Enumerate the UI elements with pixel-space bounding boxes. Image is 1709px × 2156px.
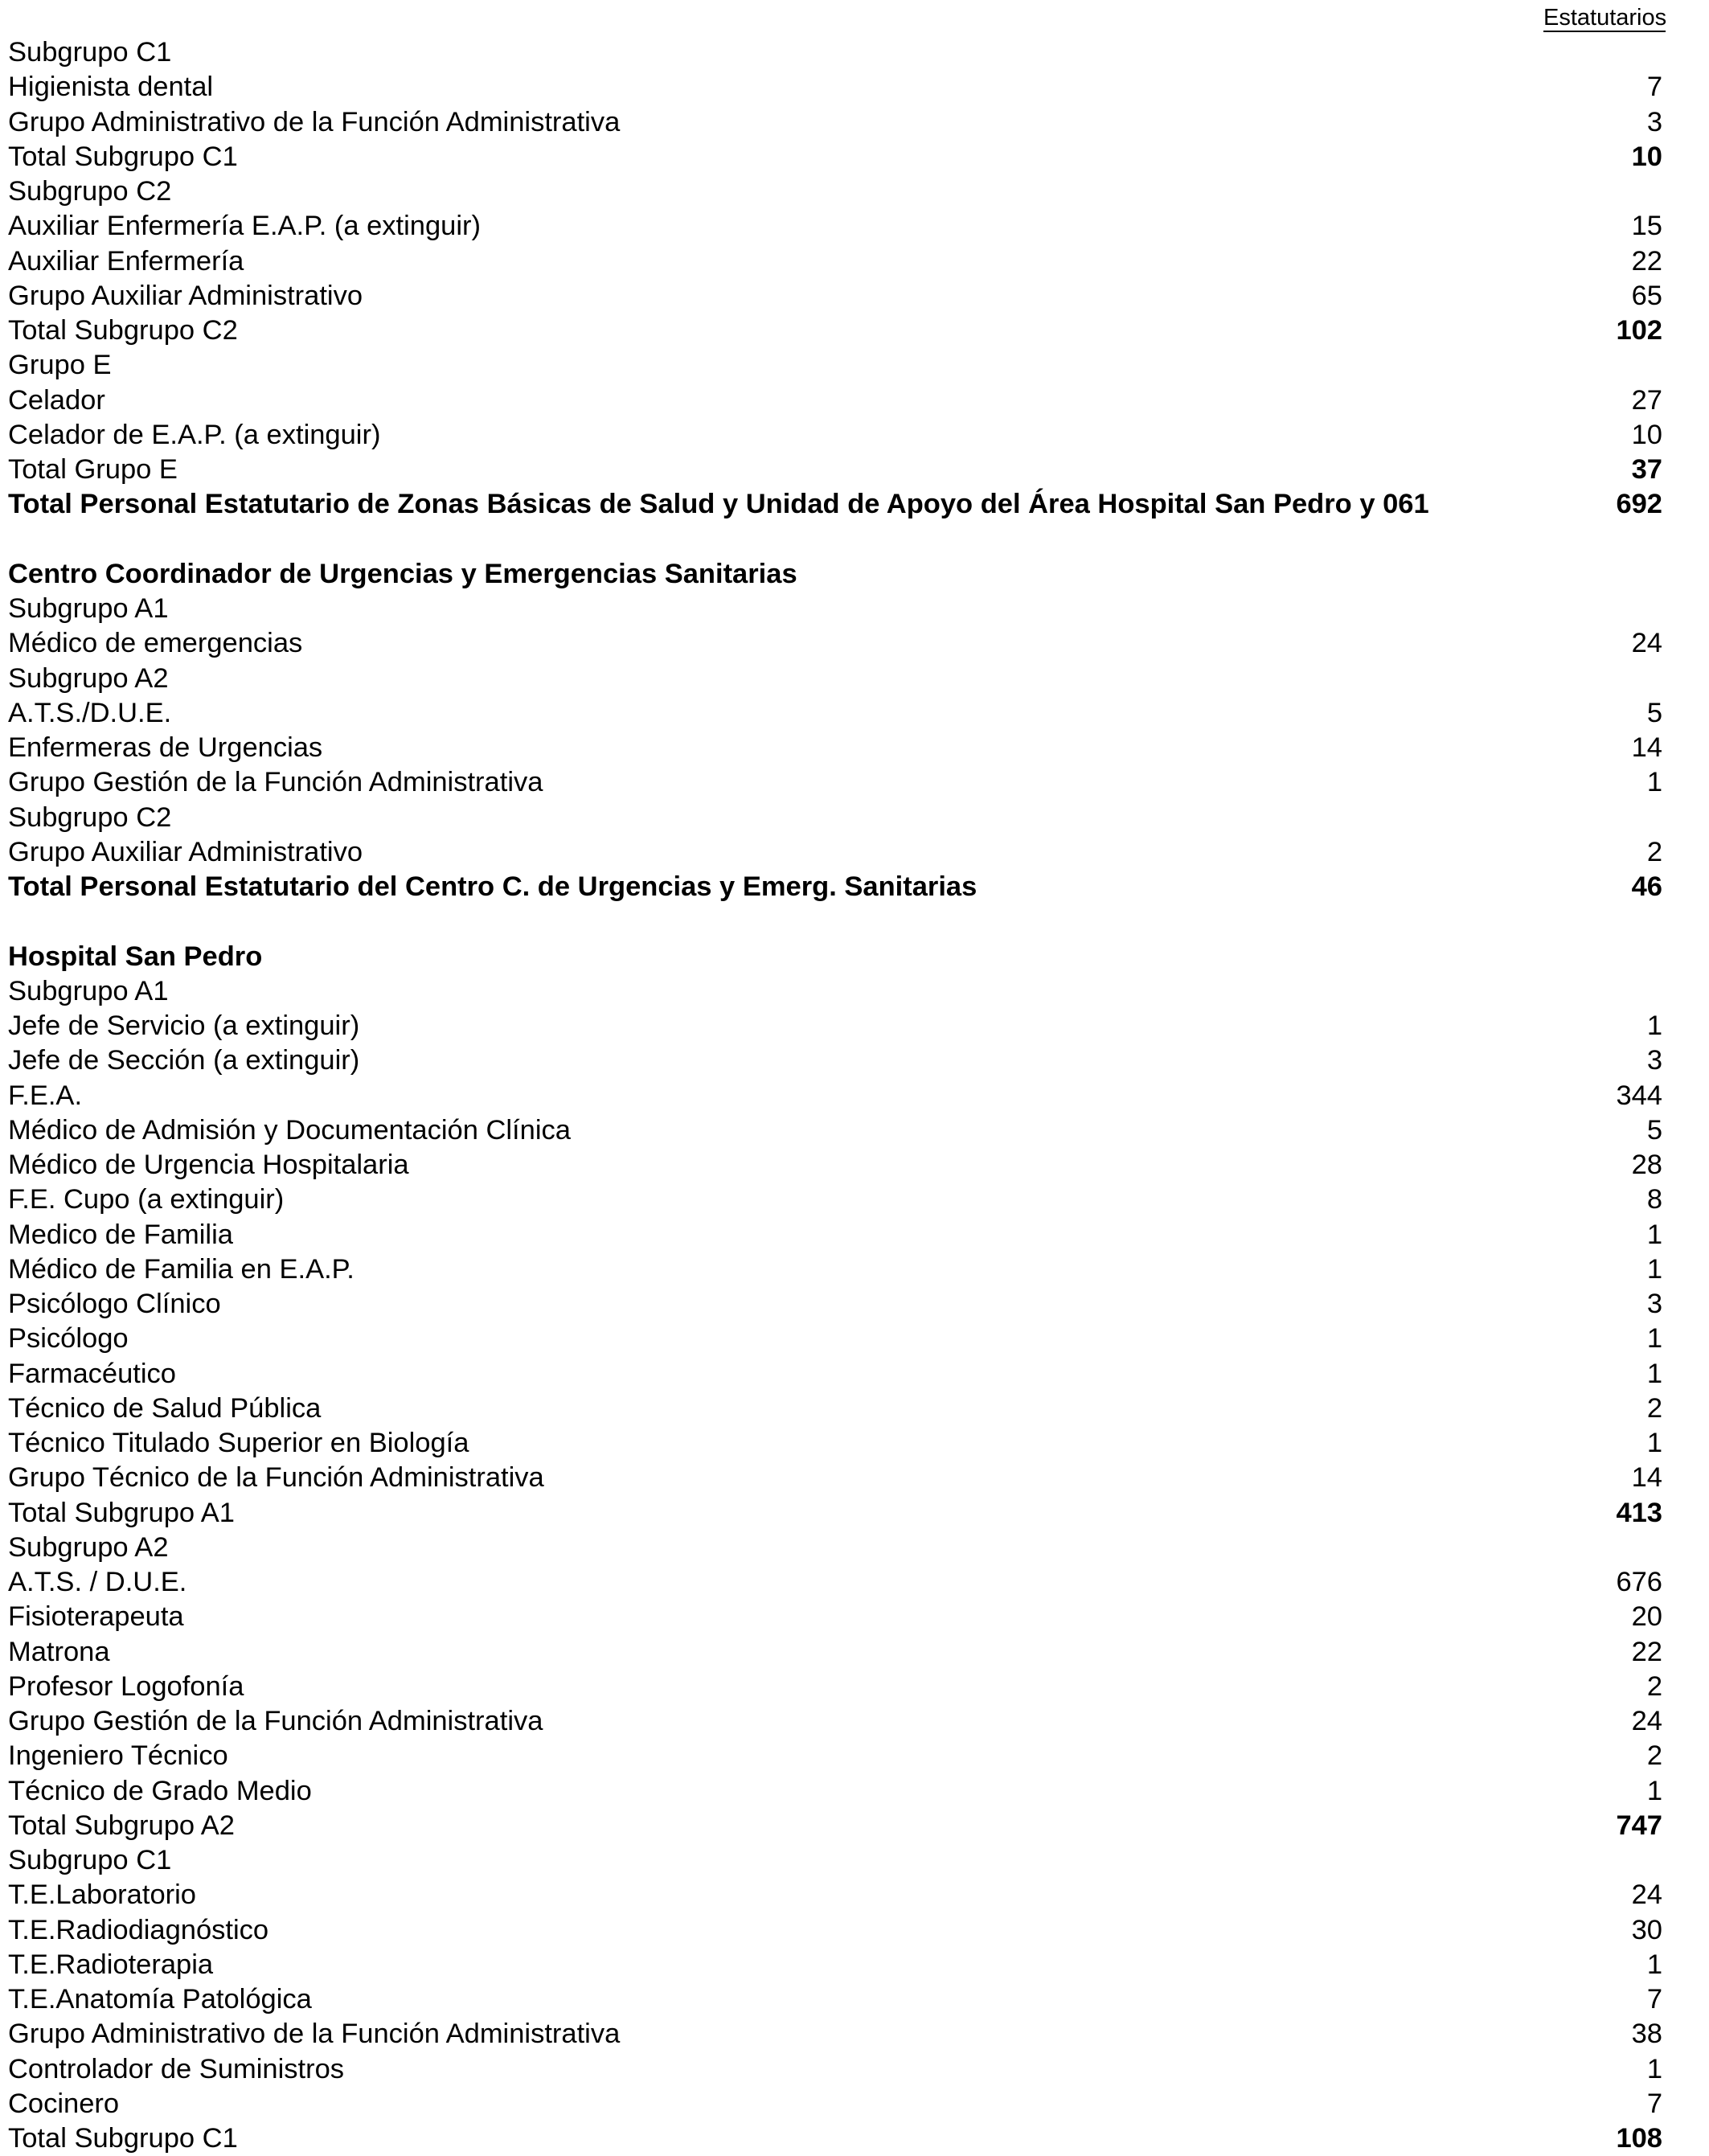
table-row xyxy=(8,1148,1666,1183)
row-value: 2 xyxy=(1646,836,1662,867)
row-label: Enfermeras de Urgencias xyxy=(8,732,323,763)
table-row xyxy=(8,487,1666,522)
row-label: Psicólogo xyxy=(8,1323,129,1355)
row-value: 27 xyxy=(1631,384,1662,416)
row-label: Grupo Auxiliar Administrativo xyxy=(8,836,363,867)
row-value: 344 xyxy=(1616,1080,1662,1111)
table-row xyxy=(8,1252,1666,1287)
row-label: T.E.Radiodiagnóstico xyxy=(8,1914,269,1945)
row-label: Matrona xyxy=(8,1636,110,1667)
row-value: 7 xyxy=(1646,2088,1662,2119)
row-value: 46 xyxy=(1631,871,1662,902)
row-label: Celador de E.A.P. (a extinguir) xyxy=(8,419,381,450)
table-row xyxy=(8,70,1666,105)
table-row xyxy=(8,1774,1666,1809)
row-label: Total Subgrupo A2 xyxy=(8,1810,235,1841)
row-value: 1 xyxy=(1646,1219,1662,1250)
table-row xyxy=(8,209,1666,244)
row-label: Jefe de Sección (a extinguir) xyxy=(8,1045,360,1076)
row-label: Grupo Gestión de la Función Administrativa xyxy=(8,1706,543,1736)
table-row xyxy=(8,1043,1666,1078)
row-label: Higienista dental xyxy=(8,72,214,103)
row-value: 1 xyxy=(1646,1428,1662,1458)
row-label: Ingeniero Técnico xyxy=(8,1740,228,1772)
row-value: 2 xyxy=(1646,1392,1662,1424)
table-row xyxy=(8,1009,1666,1043)
row-label: Farmacéutico xyxy=(8,1358,176,1389)
table-row xyxy=(8,279,1666,314)
row-label: Total Subgrupo A1 xyxy=(8,1497,235,1528)
row-value: 38 xyxy=(1631,2019,1662,2050)
row-label: Centro Coordinador de Urgencias y Emergencias Sanitarias xyxy=(8,558,797,589)
table-row xyxy=(8,1531,1666,1565)
table-row xyxy=(8,1913,1666,1948)
table-row xyxy=(8,1357,1666,1392)
table-row xyxy=(8,2017,1666,2051)
table-row xyxy=(8,835,1666,870)
table-row xyxy=(8,244,1666,279)
table-row xyxy=(8,314,1666,348)
table-row xyxy=(8,592,1666,626)
row-label: Subgrupo A2 xyxy=(8,1531,169,1563)
table-row xyxy=(8,140,1666,174)
table-row xyxy=(8,2121,1666,2156)
table-row xyxy=(8,1948,1666,1982)
row-label: Total Personal Estatutario del Centro C. de Urgencias y Emerg. Sanitarias xyxy=(8,871,977,902)
row-value: 1 xyxy=(1646,1253,1662,1285)
row-label: Grupo Técnico de la Función Administrativa xyxy=(8,1462,544,1494)
table-row xyxy=(8,1287,1666,1322)
table-row xyxy=(8,383,1666,418)
row-value: 14 xyxy=(1631,1462,1662,1494)
row-value: 8 xyxy=(1646,1184,1662,1215)
row-label: Subgrupo A1 xyxy=(8,975,169,1006)
table-row xyxy=(8,1843,1666,1878)
row-value: 10 xyxy=(1631,141,1662,172)
table-row xyxy=(8,1392,1666,1426)
table-row xyxy=(8,1878,1666,1912)
spacer-row xyxy=(8,904,1666,939)
row-value: 3 xyxy=(1646,1289,1662,1319)
table-row xyxy=(8,1600,1666,1634)
table-row xyxy=(8,626,1666,661)
row-label: Médico de emergencias xyxy=(8,628,303,659)
row-value: 14 xyxy=(1631,732,1662,763)
row-value: 7 xyxy=(1646,1984,1662,2015)
row-label: Auxiliar Enfermería xyxy=(8,245,244,277)
row-label: Total Subgrupo C1 xyxy=(8,2123,238,2154)
table-row xyxy=(8,696,1666,731)
table-row xyxy=(8,2052,1666,2087)
row-label: Subgrupo A1 xyxy=(8,593,169,624)
table-row xyxy=(8,1218,1666,1252)
table-row xyxy=(8,348,1666,383)
row-label: Total Subgrupo C1 xyxy=(8,141,238,172)
row-value: 15 xyxy=(1631,211,1662,242)
row-label: Médico de Familia en E.A.P. xyxy=(8,1253,355,1285)
row-label: Psicólogo Clínico xyxy=(8,1289,221,1319)
row-value: 2 xyxy=(1646,1740,1662,1772)
row-value: 20 xyxy=(1631,1601,1662,1633)
column-header-estatutarios: Estatutarios xyxy=(1543,2,1666,32)
table-row xyxy=(8,801,1666,835)
row-value: 2 xyxy=(1646,1670,1662,1702)
row-value: 1 xyxy=(1646,1010,1662,1041)
row-label: Subgrupo C2 xyxy=(8,176,172,207)
table-row xyxy=(8,1982,1666,2017)
row-label: Técnico Titulado Superior en Biología xyxy=(8,1428,469,1458)
row-value: 1 xyxy=(1646,767,1662,798)
table-row xyxy=(8,1565,1666,1600)
row-label: Grupo Administrativo de la Función Administrativa xyxy=(8,2019,621,2050)
row-label: Auxiliar Enfermería E.A.P. (a extinguir) xyxy=(8,211,482,242)
row-label: Grupo Gestión de la Función Administrativa xyxy=(8,767,543,798)
row-value: 747 xyxy=(1616,1810,1662,1841)
row-value: 3 xyxy=(1646,1045,1662,1076)
table-row xyxy=(8,765,1666,800)
table-row xyxy=(8,1183,1666,1217)
row-label: Controlador de Suministros xyxy=(8,2053,345,2084)
row-label: Grupo E xyxy=(8,350,112,381)
row-value: 65 xyxy=(1631,280,1662,311)
staff-table xyxy=(8,35,1666,2156)
table-row xyxy=(8,1809,1666,1843)
row-label: T.E.Laboratorio xyxy=(8,1879,196,1911)
row-label: Celador xyxy=(8,384,105,416)
table-row xyxy=(8,1635,1666,1670)
table-row xyxy=(8,1739,1666,1773)
row-label: Subgrupo C1 xyxy=(8,1845,172,1875)
row-value: 692 xyxy=(1616,489,1662,520)
row-value: 1 xyxy=(1646,1949,1662,1980)
table-row xyxy=(8,174,1666,209)
row-label: Médico de Admisión y Documentación Clínica xyxy=(8,1114,571,1146)
row-label: Medico de Familia xyxy=(8,1219,233,1250)
row-value: 5 xyxy=(1646,697,1662,728)
row-label: Técnico de Salud Pública xyxy=(8,1392,322,1424)
spacer-row xyxy=(8,523,1666,557)
row-value: 108 xyxy=(1616,2123,1662,2154)
row-value: 28 xyxy=(1631,1150,1662,1180)
row-label: Subgrupo A2 xyxy=(8,662,169,694)
row-label: Profesor Logofonía xyxy=(8,1670,244,1702)
table-row xyxy=(8,418,1666,453)
table-row xyxy=(8,105,1666,140)
row-value: 7 xyxy=(1646,72,1662,103)
row-value: 1 xyxy=(1646,1358,1662,1389)
row-label: Subgrupo C1 xyxy=(8,37,172,68)
row-label: Grupo Administrativo de la Función Administrativa xyxy=(8,106,621,137)
row-label: Hospital San Pedro xyxy=(8,941,263,972)
table-row xyxy=(8,1704,1666,1739)
row-value: 22 xyxy=(1631,1636,1662,1667)
table-row xyxy=(8,557,1666,592)
table-row xyxy=(8,940,1666,974)
row-label: A.T.S./D.U.E. xyxy=(8,697,172,728)
row-value: 676 xyxy=(1616,1567,1662,1597)
row-label: Médico de Urgencia Hospitalaria xyxy=(8,1150,409,1180)
row-value: 413 xyxy=(1616,1497,1662,1528)
row-value: 24 xyxy=(1631,1879,1662,1911)
table-row xyxy=(8,1426,1666,1461)
row-value: 24 xyxy=(1631,628,1662,659)
table-row xyxy=(8,35,1666,70)
row-value: 1 xyxy=(1646,1323,1662,1355)
row-label: Total Subgrupo C2 xyxy=(8,315,238,346)
table-row xyxy=(8,453,1666,487)
table-row xyxy=(8,2087,1666,2121)
row-value: 24 xyxy=(1631,1706,1662,1736)
row-value: 102 xyxy=(1616,315,1662,346)
table-row xyxy=(8,731,1666,765)
row-value: 5 xyxy=(1646,1114,1662,1146)
row-label: Total Grupo E xyxy=(8,454,178,485)
table-row xyxy=(8,1670,1666,1704)
table-row xyxy=(8,870,1666,904)
row-label: Subgrupo C2 xyxy=(8,801,172,833)
row-value: 10 xyxy=(1631,419,1662,450)
table-row xyxy=(8,1496,1666,1531)
row-label: Jefe de Servicio (a extinguir) xyxy=(8,1010,360,1041)
row-label: F.E.A. xyxy=(8,1080,83,1111)
row-label: Técnico de Grado Medio xyxy=(8,1775,312,1806)
table-row xyxy=(8,1322,1666,1356)
table-row xyxy=(8,662,1666,696)
row-label: T.E.Anatomía Patológica xyxy=(8,1984,312,2015)
row-label: Grupo Auxiliar Administrativo xyxy=(8,280,363,311)
row-value: 1 xyxy=(1646,2053,1662,2084)
row-label: Cocinero xyxy=(8,2088,120,2119)
table-row xyxy=(8,1461,1666,1495)
table-row xyxy=(8,1079,1666,1113)
row-value: 37 xyxy=(1631,454,1662,485)
table-row xyxy=(8,974,1666,1009)
row-label: Fisioterapeuta xyxy=(8,1601,184,1633)
row-label: T.E.Radioterapia xyxy=(8,1949,214,1980)
table-row xyxy=(8,1113,1666,1148)
row-value: 22 xyxy=(1631,245,1662,277)
row-value: 30 xyxy=(1631,1914,1662,1945)
row-label: A.T.S. / D.U.E. xyxy=(8,1567,187,1597)
row-label: F.E. Cupo (a extinguir) xyxy=(8,1184,285,1215)
row-label: Total Personal Estatutario de Zonas Básicas de Salud y Unidad de Apoyo del Área Hospital San Pedro y 061 xyxy=(8,489,1429,520)
row-value: 3 xyxy=(1646,106,1662,137)
row-value: 1 xyxy=(1646,1775,1662,1806)
